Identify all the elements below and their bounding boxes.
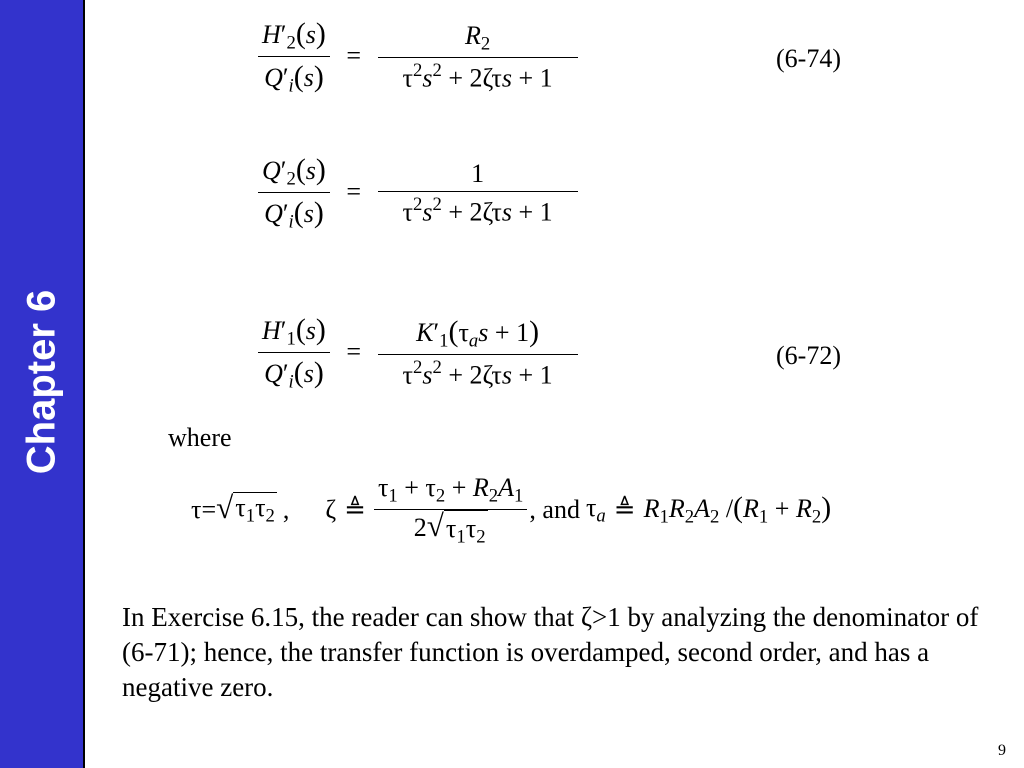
superscript: 2 [412, 193, 423, 215]
eq1-rhs-fraction [378, 18, 578, 95]
symbol: H [262, 316, 281, 345]
plus: + [774, 494, 790, 524]
eq2-rhs-numerator: 1 [471, 158, 485, 188]
prime: ′ [280, 156, 287, 185]
plus: + [494, 318, 510, 348]
tau: τ [458, 318, 469, 348]
eq1-rhs-numerator [461, 18, 494, 57]
eq1-lhs-denominator [260, 57, 328, 99]
subscript: 1 [245, 505, 256, 527]
tau-a [586, 493, 606, 528]
subscript: i [288, 211, 294, 233]
equation-q2-ratio [258, 150, 578, 235]
subscript: 2 [811, 506, 822, 528]
constant: 1 [516, 318, 530, 348]
superscript: 2 [432, 59, 442, 81]
symbol: R [668, 494, 685, 524]
subscript: 2 [286, 32, 296, 54]
subscript: 2 [476, 526, 486, 548]
eq3-lhs-fraction [258, 310, 330, 395]
constant: 1 [539, 360, 553, 390]
tau: τ [491, 197, 502, 227]
prime: ′ [282, 62, 289, 92]
prime: ′ [282, 198, 289, 228]
equals-sign: = [346, 337, 362, 367]
eq1-rhs-denominator [399, 58, 557, 95]
symbol: R [743, 494, 759, 524]
eq3-rhs-numerator [412, 312, 543, 354]
coefficient: 2 [469, 360, 483, 390]
symbol: R [643, 494, 660, 524]
tau: τ [445, 513, 457, 543]
paren: ) [313, 195, 324, 229]
s-variable: s [422, 62, 433, 92]
symbol: Q [264, 62, 283, 92]
superscript: 2 [432, 357, 442, 379]
zeta-denominator [410, 507, 492, 550]
subscript: 2 [435, 485, 446, 507]
body-paragraph: In Exercise 6.15, the reader can show that ζ>1 by analyzing the denominator of (6-71); hence, the transfer function is overdamped, second order, and has a negative zero. [122, 602, 979, 703]
prime: ′ [433, 318, 440, 348]
tau: τ [377, 473, 389, 502]
symbol: Q [262, 156, 281, 185]
radical-sign: √ [216, 490, 234, 526]
tau: τ [235, 493, 246, 523]
tau: τ [402, 62, 413, 92]
eq2-lhs-fraction [258, 150, 330, 235]
symbol: R [472, 473, 489, 502]
tau: τ [585, 492, 597, 522]
radical-sign: √ [426, 507, 444, 543]
eq2-lhs-denominator [260, 193, 328, 235]
argument: s [303, 62, 314, 92]
equals-sign: = [346, 41, 362, 71]
subscript: 2 [709, 506, 720, 528]
paren: ( [733, 491, 744, 525]
subscript: 1 [456, 526, 466, 548]
eq2-rhs-fraction [378, 156, 578, 229]
plus: + [448, 197, 463, 227]
and-text: , and [529, 494, 580, 524]
eq3-lhs-denominator [260, 353, 328, 395]
paren: ( [295, 153, 306, 186]
radicand [233, 492, 277, 528]
define-symbol: ≜ [613, 494, 636, 524]
subscript: a [596, 505, 606, 527]
eq2-lhs-numerator [258, 150, 330, 192]
zeta-fraction [374, 470, 527, 550]
paren: ) [315, 153, 326, 186]
slash: / [725, 494, 734, 524]
zeta: ζ [482, 360, 492, 390]
s-variable: s [501, 62, 512, 92]
zeta: ζ [482, 62, 492, 92]
tau: τ [402, 197, 413, 227]
tau: τ [465, 513, 477, 543]
eq3-lhs-numerator [258, 310, 330, 352]
subscript: i [288, 75, 294, 97]
paren: ) [529, 315, 540, 349]
paren: ( [295, 17, 306, 50]
zeta-numerator [374, 470, 527, 509]
equation-6-72 [258, 310, 578, 395]
coefficient: 2 [413, 512, 427, 542]
superscript: 2 [432, 193, 442, 215]
plus: + [448, 360, 463, 390]
symbol: A [498, 473, 515, 502]
equation-6-74 [258, 14, 578, 99]
paren: ) [315, 313, 326, 346]
subscript: 2 [265, 505, 275, 527]
argument: s [303, 358, 314, 388]
plus: + [518, 360, 534, 390]
chapter-sidebar [0, 0, 85, 768]
prime: ′ [280, 316, 287, 345]
tau-a-expression [644, 491, 832, 529]
prime: ′ [282, 358, 289, 388]
subscript: 2 [480, 33, 491, 55]
sqrt-tau1-tau2 [426, 507, 488, 550]
plus: + [518, 197, 534, 227]
s-variable: s [422, 197, 433, 227]
subscript: 1 [758, 506, 769, 528]
comma: , [282, 494, 290, 524]
paren: ( [293, 195, 304, 229]
chapter-title: Chapter 6 [19, 289, 64, 475]
subscript: 1 [439, 330, 449, 352]
zeta: ζ [482, 197, 492, 227]
paren: ) [821, 491, 832, 525]
subscript: 1 [286, 328, 296, 350]
equation-number-6-72: (6-72) [776, 341, 841, 370]
coefficient: 2 [469, 62, 483, 92]
s-variable: s [501, 360, 512, 390]
subscript: 1 [514, 485, 524, 507]
eq3-rhs-denominator [399, 355, 557, 392]
define-symbol: ≜ [344, 494, 366, 524]
subscript: i [288, 371, 294, 393]
paren: ) [313, 355, 324, 389]
plus: + [451, 473, 467, 502]
zeta-symbol: ζ [325, 494, 337, 524]
tau: τ [402, 360, 413, 390]
symbol: R [464, 20, 481, 50]
argument: s [303, 198, 314, 228]
subscript: 1 [659, 506, 669, 528]
constant: 1 [539, 62, 553, 92]
paren: ) [313, 59, 324, 93]
tau: τ [491, 360, 502, 390]
s-variable: s [478, 318, 489, 348]
subscript: 2 [684, 506, 695, 528]
symbol: Q [264, 358, 283, 388]
sqrt-tau1-tau2 [216, 492, 277, 528]
where-label: where [168, 423, 232, 452]
subscript: 2 [286, 168, 296, 190]
eq1-lhs-numerator [258, 14, 330, 56]
coefficient: 2 [469, 197, 483, 227]
s-variable: s [501, 197, 512, 227]
argument: s [305, 316, 316, 345]
equation-number-6-74: (6-74) [776, 44, 841, 73]
plus: + [518, 62, 534, 92]
argument: s [305, 20, 316, 49]
constant: 1 [539, 197, 553, 227]
tau: τ [255, 493, 266, 523]
plus: + [404, 473, 419, 502]
paren: ( [293, 59, 304, 93]
subscript: 2 [488, 485, 499, 507]
eq3-rhs-fraction [378, 312, 578, 392]
superscript: 2 [412, 59, 423, 81]
symbol: K [416, 318, 434, 348]
paren: ) [315, 17, 326, 50]
eq2-rhs-denominator [399, 192, 557, 229]
paren: ( [295, 313, 306, 346]
subscript: a [468, 330, 479, 352]
symbol: Q [264, 198, 283, 228]
plus: + [448, 62, 463, 92]
parameter-definitions [191, 470, 831, 550]
symbol: A [694, 494, 710, 524]
argument: s [305, 156, 316, 185]
paren: ( [448, 315, 459, 349]
paren: ( [293, 355, 304, 389]
superscript: 2 [412, 357, 423, 379]
prime: ′ [280, 20, 287, 49]
radicand [444, 510, 488, 550]
equals-sign: = [346, 177, 362, 207]
tau-definition-lhs: τ= [191, 494, 217, 524]
subscript: 1 [388, 485, 398, 507]
symbol: R [795, 494, 812, 524]
symbol: H [262, 20, 281, 49]
page-number: 9 [998, 742, 1006, 759]
tau: τ [425, 473, 436, 502]
tau: τ [491, 62, 502, 92]
s-variable: s [422, 360, 433, 390]
eq1-lhs-fraction [258, 14, 330, 99]
